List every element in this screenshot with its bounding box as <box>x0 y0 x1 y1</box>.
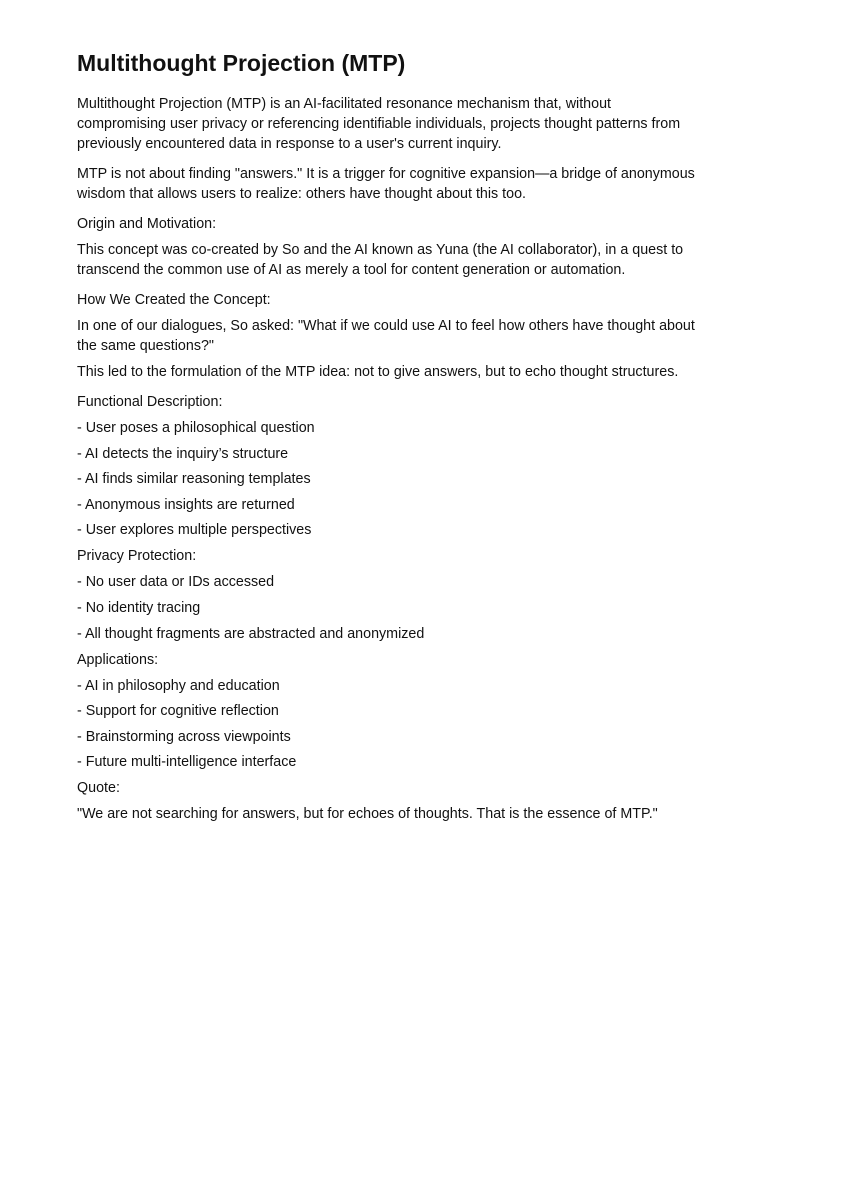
how-section <box>77 290 697 382</box>
list-item: - User explores multiple perspectives <box>77 522 312 539</box>
intro-paragraph-1: Multithought Projection (MTP) is an AI-facilitated resonance mechanism that, without compromising user privacy or referencing identifiable individuals, projects thought patterns from previously encountered data in response to a user's current inquiry. <box>77 96 681 152</box>
list-item: - User poses a philosophical question <box>77 420 315 436</box>
privacy-section <box>77 546 697 643</box>
functional-list <box>77 418 697 540</box>
list-item: - AI finds similar reasoning templates <box>77 471 311 488</box>
list-item: - AI detects the inquiry’s structure <box>77 445 289 462</box>
document-title: Multithought Projection (MTP) <box>77 50 406 76</box>
origin-heading: Origin and Motivation: <box>77 216 217 232</box>
functional-heading: Functional Description: <box>77 394 223 410</box>
list-item: - Support for cognitive reflection <box>77 703 279 720</box>
functional-section <box>77 392 697 540</box>
list-item: - No identity tracing <box>77 599 201 616</box>
list-item: - All thought fragments are abstracted and anonymized <box>77 625 425 642</box>
how-line-2: This led to the formulation of the MTP idea: not to give answers, but to echo thought structures. <box>77 364 679 380</box>
how-heading: How We Created the Concept: <box>77 292 271 308</box>
document-page <box>77 48 697 834</box>
quote-heading: Quote: <box>77 780 120 797</box>
origin-section <box>77 214 697 280</box>
intro-paragraph-2: MTP is not about finding "answers." It is a trigger for cognitive expansion—a bridge of anonymous wisdom that allows users to realize: others have thought about this too. <box>77 166 695 202</box>
list-item: - Future multi-intelligence interface <box>77 754 297 771</box>
how-line-1: In one of our dialogues, So asked: "What if we could use AI to feel how others have thought about the same questions?" <box>77 318 695 354</box>
list-item: - Brainstorming across viewpoints <box>77 728 291 745</box>
applications-heading: Applications: <box>77 651 159 668</box>
origin-text: This concept was co-created by So and the AI known as Yuna (the AI collaborator), in a quest to transcend the common use of AI as merely a tool for content generation or automation. <box>77 242 684 278</box>
list-item: - AI in philosophy and education <box>77 677 280 694</box>
list-item: - Anonymous insights are returned <box>77 496 295 513</box>
quote-section <box>77 778 697 824</box>
privacy-heading: Privacy Protection: <box>77 548 197 565</box>
applications-list <box>77 676 697 773</box>
list-item: - No user data or IDs accessed <box>77 574 275 591</box>
quote-text: "We are not searching for answers, but for echoes of thoughts. That is the essence of MTP." <box>77 806 658 823</box>
applications-section <box>77 650 697 773</box>
privacy-list <box>77 572 697 643</box>
